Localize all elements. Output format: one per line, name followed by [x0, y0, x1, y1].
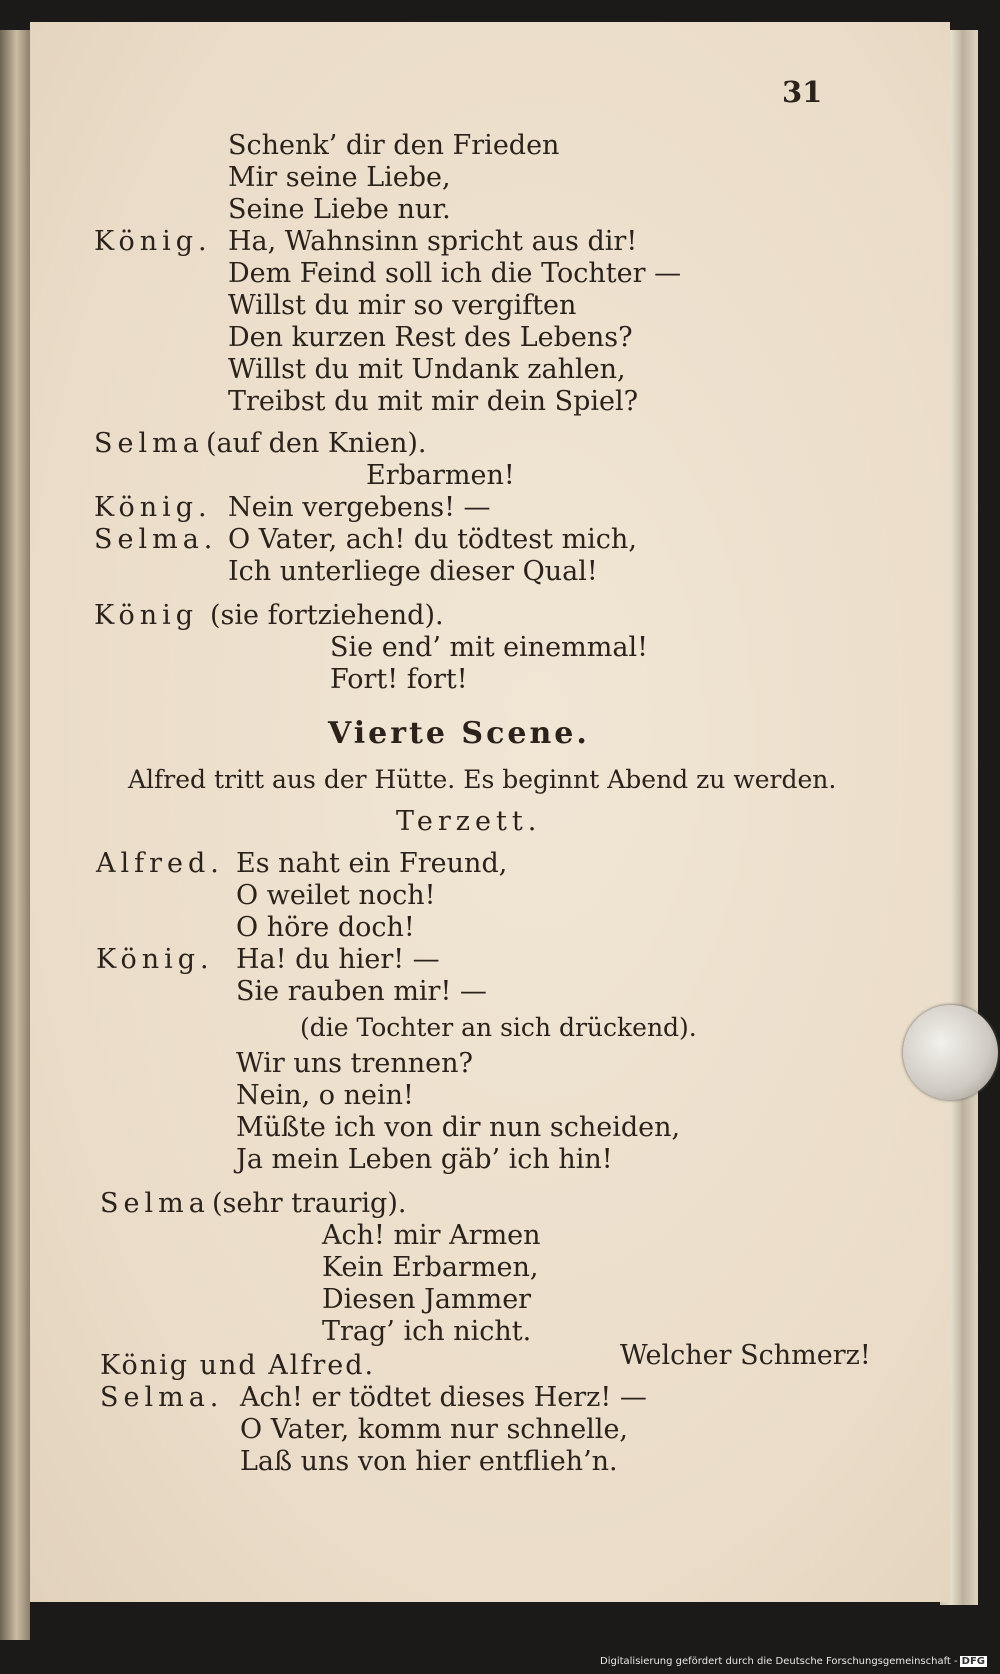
verse-line: Fort! fort! — [330, 664, 468, 695]
stage-direction: (auf den Knien). — [206, 428, 427, 459]
speaker-label: Selma. — [94, 524, 218, 555]
credit-text: Digitalisierung gefördert durch die Deutsche Forschungsgemeinschaft - — [600, 1656, 958, 1667]
verse-line: Ha, Wahnsinn spricht aus dir! — [228, 226, 638, 257]
speaker-label: König — [94, 600, 199, 631]
verse-line: Trag’ ich nicht. — [322, 1316, 532, 1347]
verse-line: Kein Erbarmen, — [322, 1252, 539, 1283]
verse-line: Willst du mir so vergiften — [228, 290, 577, 321]
verse-line: Den kurzen Rest des Lebens? — [228, 322, 633, 353]
facing-page-edge — [0, 30, 30, 1640]
verse-line: Dem Feind soll ich die Tochter — — [228, 258, 682, 289]
verse-line: Ach! er tödtet dieses Herz! — — [240, 1382, 647, 1413]
verse-line: O Vater, komm nur schnelle, — [240, 1414, 629, 1445]
speaker-label: Selma — [94, 428, 204, 459]
verse-line: Sie rauben mir! — — [236, 976, 487, 1007]
verse-line: Mir seine Liebe, — [228, 162, 451, 193]
speaker-label: König. — [94, 492, 212, 523]
speaker-label: Alfred. — [96, 848, 224, 879]
dfg-logo: DFG — [961, 1656, 985, 1667]
verse-line: Schenk’ dir den Frieden — [228, 130, 560, 161]
verse-line: Erbarmen! — [366, 460, 515, 491]
verse-line: Wir uns trennen? — [236, 1048, 473, 1079]
stage-direction: (sie fortziehend). — [210, 600, 444, 631]
bookmark-clip — [903, 1005, 998, 1100]
verse-line: Ha! du hier! — — [236, 944, 440, 975]
speaker-label: König. — [94, 226, 212, 257]
verse-line: Ja mein Leben gäb’ ich hin! — [236, 1144, 613, 1175]
verse-line: O höre doch! — [236, 912, 415, 943]
verse-line: Willst du mit Undank zahlen, — [228, 354, 626, 385]
stage-direction: (sehr traurig). — [212, 1188, 407, 1219]
verse-line: Ach! mir Armen — [322, 1220, 541, 1251]
verse-line: Diesen Jammer — [322, 1284, 532, 1315]
page-number: 31 — [782, 75, 823, 109]
section-label: Terzett. — [396, 806, 542, 837]
verse-line: Müßte ich von dir nun scheiden, — [236, 1112, 681, 1143]
verse-line: Nein, o nein! — [236, 1080, 414, 1111]
verse-line: Nein vergebens! — — [228, 492, 491, 523]
verse-line: Es naht ein Freund, — [236, 848, 508, 879]
stage-direction: Alfred tritt aus der Hütte. Es beginnt Abend zu werden. — [128, 765, 837, 794]
speaker-label: Selma — [100, 1188, 210, 1219]
speaker-label: Selma. — [100, 1382, 224, 1413]
verse-line: O weilet noch! — [236, 880, 436, 911]
stage-direction: (die Tochter an sich drückend). — [300, 1013, 697, 1042]
verse-line: Laß uns von hier entflieh’n. — [240, 1446, 618, 1477]
verse-line: Seine Liebe nur. — [228, 194, 451, 225]
digitization-credit — [600, 1656, 987, 1667]
speaker-label: König und Alfred. — [100, 1350, 376, 1381]
verse-line: Sie end’ mit einemmal! — [330, 632, 648, 663]
verse-line: Treibst du mit mir dein Spiel? — [228, 386, 639, 417]
scene-heading: Vierte Scene. — [328, 716, 590, 751]
verse-line: Welcher Schmerz! — [620, 1340, 871, 1371]
verse-line: Ich unterliege dieser Qual! — [228, 556, 598, 587]
verse-line: O Vater, ach! du tödtest mich, — [228, 524, 637, 555]
speaker-label: König. — [96, 944, 214, 975]
